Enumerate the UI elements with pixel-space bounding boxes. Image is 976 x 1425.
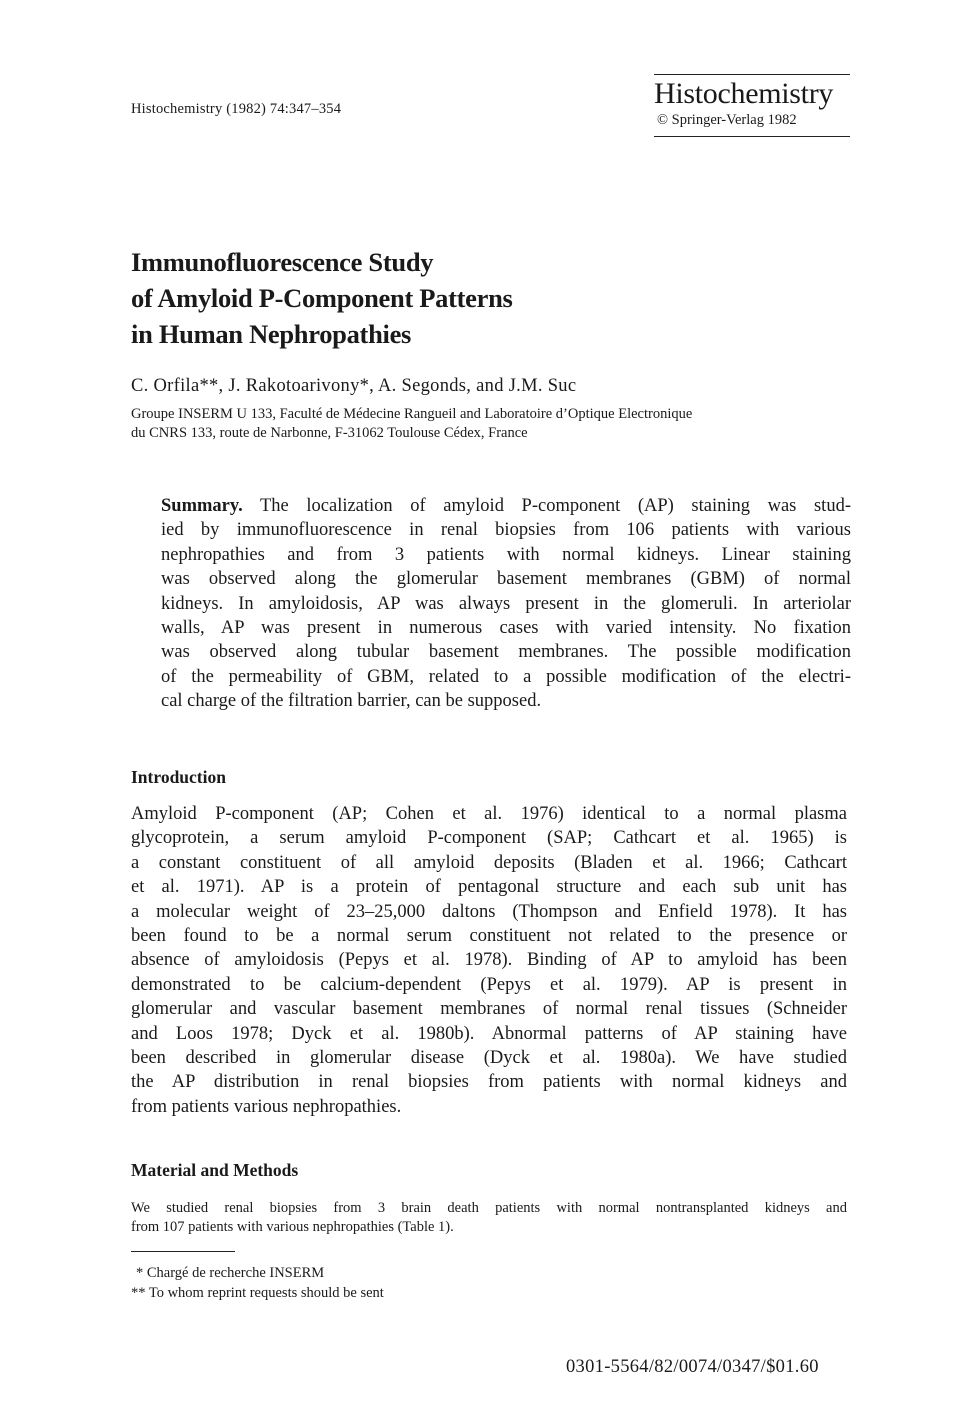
introduction-body (131, 802, 847, 1119)
journal-masthead (654, 74, 850, 137)
introduction-line: absence of amyloidosis (Pepys et al. 1978). Binding of AP to amyloid has been (131, 950, 847, 971)
methods-line: We studied renal biopsies from 3 brain death patients with normal nontransplanted kidneys and (131, 1200, 847, 1216)
methods-line: from 107 patients with various nephropathies (Table 1). (131, 1219, 454, 1235)
introduction-line: demonstrated to be calcium-dependent (Pepys et al. 1979). AP is present in (131, 974, 847, 995)
introduction-line: from patients various nephropathies. (131, 1096, 402, 1117)
affiliation-line: du CNRS 133, route de Narbonne, F-31062 Toulouse Cédex, France (131, 425, 528, 441)
introduction-line: Amyloid P-component (AP; Cohen et al. 1976) identical to a normal plasma (131, 804, 847, 824)
introduction-line: glycoprotein, a serum amyloid P-component (SAP; Cathcart et al. 1965) is (131, 828, 847, 849)
title-line: of Amyloid P-Component Patterns (131, 283, 513, 313)
summary-line: cal charge of the filtration barrier, can be supposed. (161, 691, 542, 712)
summary-line: was observed along the glomerular basement membranes (GBM) of normal (161, 569, 851, 590)
methods-heading: Material and Methods (131, 1160, 299, 1180)
summary-line: was observed along tubular basement membranes. The possible modification (161, 642, 851, 663)
summary-line: kidneys. In amyloidosis, AP was always present in the glomeruli. In arteriolar (161, 593, 851, 614)
summary-abstract (161, 494, 851, 714)
affiliation-line: Groupe INSERM U 133, Faculté de Médecine Rangueil and Laboratoire d’Optique Electronique (131, 406, 693, 422)
introduction-line: the AP distribution in renal biopsies from patients with normal kidneys and (131, 1072, 847, 1093)
title-line: Immunofluorescence Study (131, 247, 434, 277)
summary-line: walls, AP was present in numerous cases with varied intensity. No fixation (161, 618, 851, 639)
introduction-line: been described in glomerular disease (Dyck et al. 1980a). We have studied (131, 1048, 847, 1069)
masthead-bottom-rule (654, 136, 850, 137)
introduction-line: a molecular weight of 23–25,000 daltons (Thompson and Enfield 1978). It has (131, 901, 847, 922)
introduction-line: a constant constituent of all amyloid deposits (Bladen et al. 1966; Cathcart (131, 852, 847, 873)
introduction-line: et al. 1971). AP is a protein of pentagonal structure and each sub unit has (131, 877, 847, 898)
title-line: in Human Nephropathies (131, 319, 412, 349)
methods-body (131, 1199, 847, 1237)
author-list: C. Orfila**, J. Rakotoarivony*, A. Segonds, and J.M. Suc (131, 376, 577, 396)
journal-citation: Histochemistry (1982) 74:347–354 (131, 101, 342, 117)
copyright-notice: © Springer-Verlag 1982 (657, 112, 797, 128)
introduction-line: been found to be a normal serum constituent not related to the presence or (131, 926, 847, 947)
introduction-line: glomerular and vascular basement membranes of normal renal tissues (Schneider (131, 999, 847, 1020)
introduction-line: and Loos 1978; Dyck et al. 1980b). Abnormal patterns of AP staining have (131, 1023, 847, 1044)
summary-line: nephropathies and from 3 patients with normal kidneys. Linear staining (161, 544, 851, 565)
footnote-divider (131, 1251, 235, 1252)
masthead-top-rule (654, 74, 850, 75)
footnote-item: ** To whom reprint requests should be sent (131, 1285, 384, 1301)
summary-line: ied by immunofluorescence in renal biopsies from 106 patients with various (161, 520, 851, 541)
article-title (131, 244, 513, 352)
article-code: 0301-5564/82/0074/0347/$01.60 (566, 1357, 819, 1377)
summary-text: The localization of amyloid P-component (AP) staining was stud- (260, 496, 851, 516)
summary-label: Summary. (161, 496, 243, 516)
footnote-item: * Chargé de recherche INSERM (136, 1265, 325, 1281)
journal-name: Histochemistry (654, 77, 834, 110)
summary-line: of the permeability of GBM, related to a possible modification of the electri- (161, 666, 851, 687)
footnotes (131, 1263, 384, 1303)
introduction-heading: Introduction (131, 767, 226, 787)
affiliation (131, 405, 853, 443)
summary-line (161, 494, 851, 518)
